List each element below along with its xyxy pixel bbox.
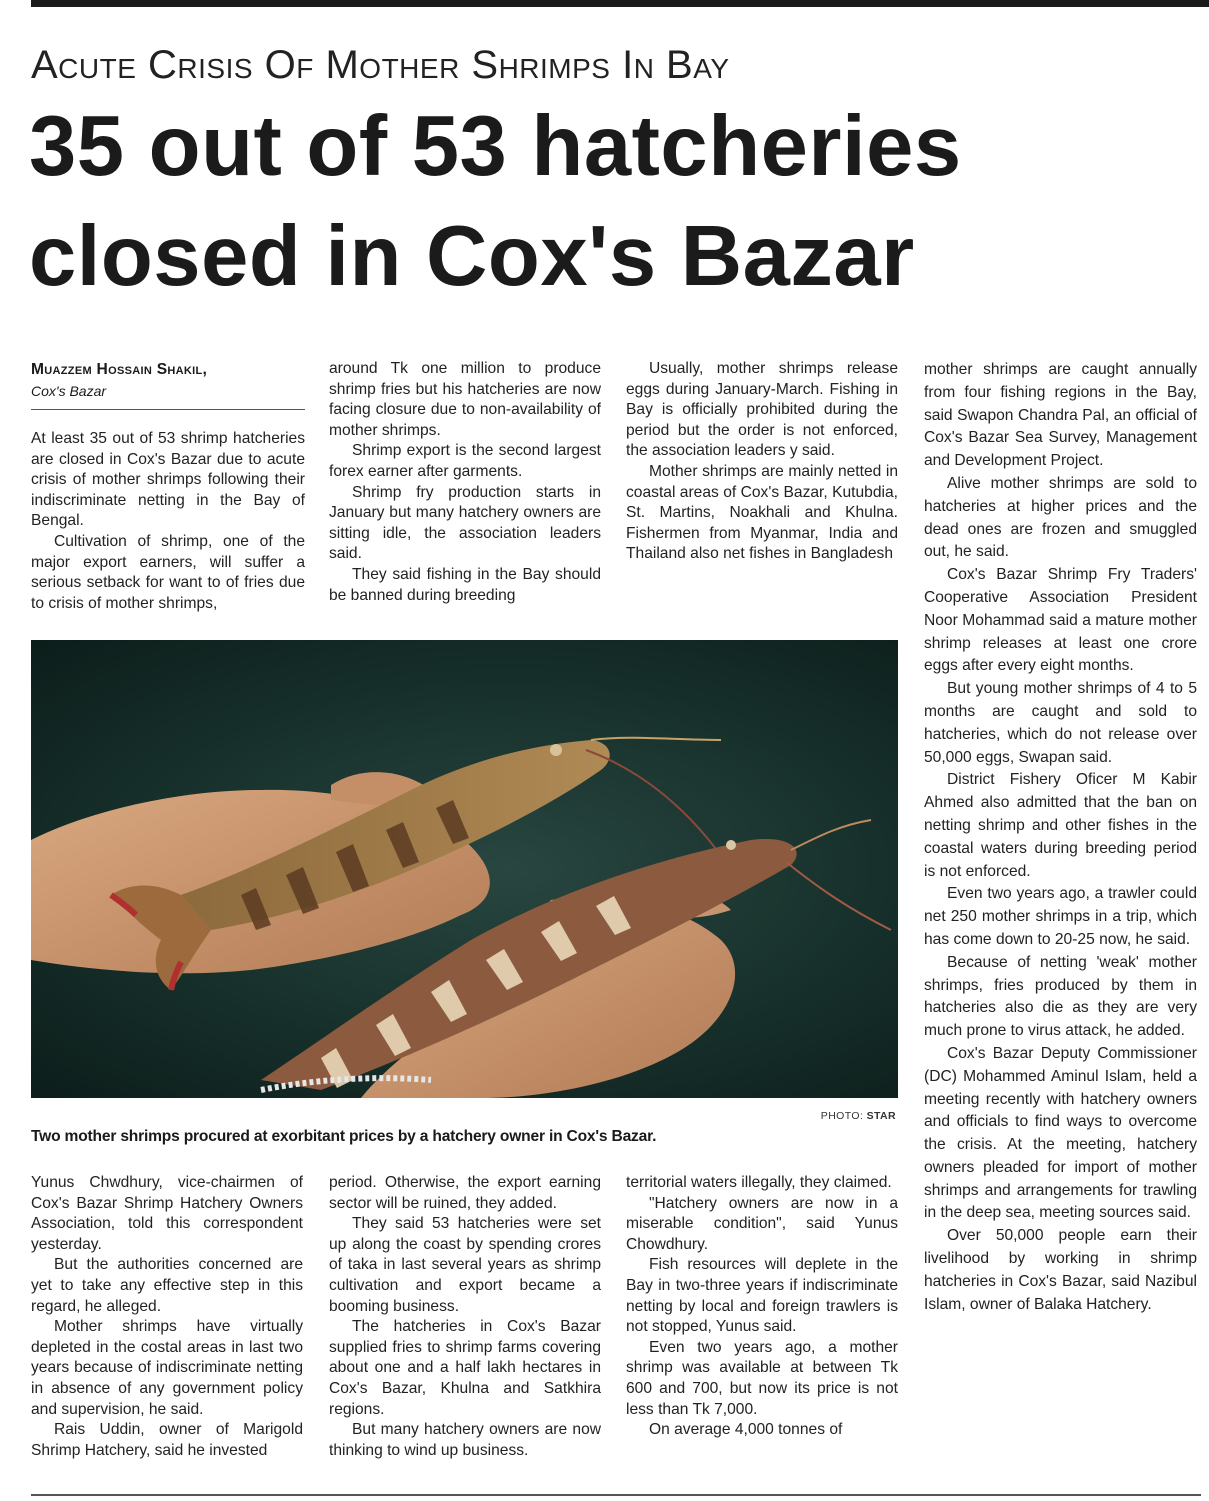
paragraph: around Tk one million to produce shrimp fries but his hatcheries are now facing closure due to non-availability of mother shrimps. (329, 360, 601, 439)
headline: 35 out of 53 hatcheries closed in Cox's Bazar (29, 99, 962, 304)
paragraph: Alive mother shrimps are sold to hatcheries at higher prices and the dead ones are frozen and smuggled out, he said. (924, 474, 1197, 561)
paragraph: They said fishing in the Bay should be banned during breeding (329, 565, 601, 604)
paragraph: Shrimp export is the second largest forex earner after garments. (329, 442, 601, 480)
photo-credit-label: PHOTO: (820, 1110, 864, 1122)
photo-caption: Two mother shrimps procured at exorbitant prices by a hatchery owner in Cox's Bazar. (31, 1128, 657, 1145)
upper-column-3 (626, 359, 898, 565)
paragraph: Cox's Bazar Deputy Commissioner (DC) Mohammed Aminul Islam, held a meeting recently with hatchery owners and officials to find ways to overcome the crisis. At the meeting, hatchery owners pleaded for import of mother shrimps and arrangements for trawling in the deep sea, meeting sources said. (924, 1044, 1197, 1222)
byline (31, 359, 305, 401)
paragraph: period. Otherwise, the export earning sector will be ruined, they added. (329, 1174, 601, 1212)
paragraph: Because of netting 'weak' mother shrimps, fries produced by them in hatcheries also die as they are very much prone to virus attack, he added. (924, 953, 1197, 1040)
paragraph: Even two years ago, a mother shrimp was available at between Tk 600 and 700, but now its price is not less than Tk 7,000. (626, 1338, 898, 1418)
upper-column-1 (31, 429, 305, 614)
paragraph: "Hatchery owners are now in a miserable condition", said Yunus Chowdhury. (626, 1194, 898, 1253)
paragraph: mother shrimps are caught annually from four fishing regions in the Bay, said Swapon Chandra Pal, an official of Cox's Bazar Sea Survey, Management and Development Project. (924, 361, 1197, 470)
paragraph: On average 4,000 tonnes of (649, 1421, 843, 1439)
paragraph: Even two years ago, a trawler could net 250 mother shrimps in a trip, which has come down to 20-25 now, he said. (924, 885, 1197, 948)
top-rule (31, 0, 1209, 7)
paragraph: The hatcheries in Cox's Bazar supplied fries to shrimp farms covering about one and a half lakh hectares in Cox's Bazar, Khulna and Satkhira regions. (329, 1318, 601, 1418)
lower-column-3 (626, 1173, 898, 1441)
byline-place: Cox's Bazar (31, 383, 107, 399)
paragraph: Cultivation of shrimp, one of the major export earners, will suffer a serious setback for want to of fries due to crisis of mother shrimps, (31, 532, 305, 612)
byline-rule (31, 409, 305, 410)
paragraph: Mother shrimps have virtually depleted in the costal areas in last two years because of indiscriminate netting in absence of any government policy and supervision, he said. (31, 1318, 303, 1418)
paragraph: Usually, mother shrimps release eggs during January-March. Fishing in Bay is officially prohibited during the period but the order is not enforced, the association leaders y said. (626, 360, 898, 460)
paragraph: Cox's Bazar Shrimp Fry Traders' Cooperative Association President Noor Mohammad said a mature mother shrimp releases at least one crore eggs after every eight months. (924, 566, 1197, 675)
shrimp-photo (31, 640, 898, 1098)
paragraph: territorial waters illegally, they claimed. (626, 1174, 892, 1191)
right-column (924, 359, 1197, 1316)
paragraph: But the authorities concerned are yet to take any effective step in this regard, he alleged. (31, 1256, 303, 1315)
paragraph: District Fishery Oficer M Kabir Ahmed also admitted that the ban on netting shrimp and other fishes in the coastal waters during breeding period is not enforced. (924, 771, 1197, 880)
paragraph: At least 35 out of 53 shrimp hatcheries are closed in Cox's Bazar due to acute crisis of mother shrimps following their indiscriminate netting in the Bay of Bengal. (31, 430, 305, 530)
lower-column-1 (31, 1173, 303, 1461)
paragraph: Over 50,000 people earn their livelihood by working in shrimp hatcheries in Cox's Bazar, said Nazibul Islam, owner of Balaka Hatchery. (924, 1227, 1197, 1313)
bottom-rule (31, 1494, 1201, 1496)
paragraph: But many hatchery owners are now thinking to wind up business. (329, 1421, 601, 1459)
paragraph: Shrimp fry production starts in January but many hatchery owners are sitting idle, the association leaders said. (329, 483, 601, 563)
kicker: Acute Crisis Of Mother Shrimps In Bay (31, 43, 730, 87)
shrimp-illustration (31, 640, 898, 1098)
paragraph: Rais Uddin, owner of Marigold Shrimp Hatchery, said he invested (31, 1421, 303, 1459)
paragraph: They said 53 hatcheries were set up along the coast by spending crores of taka in last several years as shrimp cultivation and export became a booming business. (329, 1215, 601, 1315)
upper-column-2 (329, 359, 601, 606)
paragraph: Fish resources will deplete in the Bay in two-three years if indiscriminate netting by local and foreign trawlers is not stopped, Yunus said. (626, 1256, 898, 1336)
photo-credit-source: STAR (866, 1110, 896, 1122)
paragraph: Mother shrimps are mainly netted in coastal areas of Cox's Bazar, Kutubdia, St. Martins, Noakhali and Khulna. Fishermen from Myanmar, India and Thailand also net fishes in Bangladesh (626, 462, 898, 563)
byline-author: Muazzem Hossain Shakil, (31, 361, 208, 378)
photo-credit (700, 1110, 896, 1122)
paragraph: But young mother shrimps of 4 to 5 months are caught and sold to hatcheries, which do not release over 50,000 eggs, Swapan said. (924, 680, 1197, 766)
paragraph: Yunus Chwdhury, vice-chairmen of Cox's Bazar Shrimp Hatchery Owners Association, told this correspondent yesterday. (31, 1174, 303, 1253)
lower-column-2 (329, 1173, 601, 1461)
